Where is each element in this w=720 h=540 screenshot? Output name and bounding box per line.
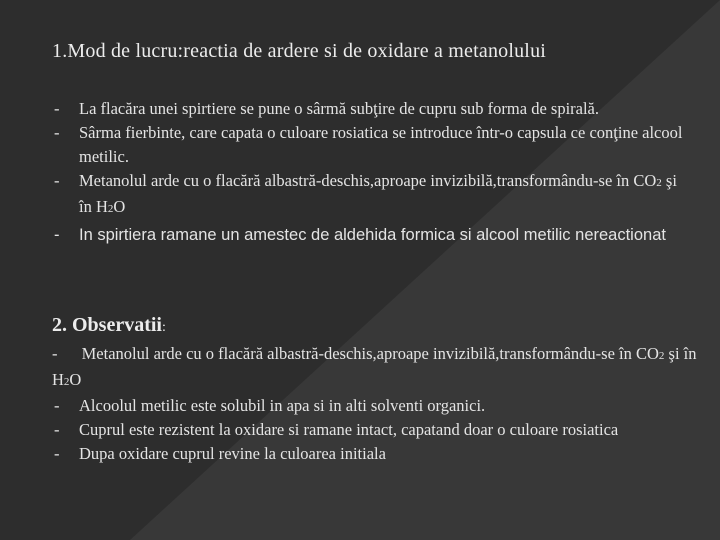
bullet-dash: - <box>54 123 60 142</box>
bullet-dash: - <box>54 226 60 244</box>
slide-title: 1.Mod de lucru:reactia de ardere si de oxidare a metanolului <box>52 40 547 62</box>
observation-item-text: Dupa oxidare cuprul revine la culoarea initiala <box>79 444 386 463</box>
procedure-item-text: Sârma fierbinte, care capata o culoare rosiatica se introduce într-o capsula ce conţine alcool metilic. <box>79 123 683 166</box>
bullet-dash: - <box>54 99 60 118</box>
bullet-dash: - <box>54 171 60 190</box>
procedure-item-text: La flacăra unei spirtiere se pune o sârmă subţire de cupru sub forma de spirală. <box>79 99 599 118</box>
bullet-dash: - <box>54 420 60 439</box>
bullet-dash: - <box>54 444 60 463</box>
procedure-item <box>52 223 692 247</box>
bullet-dash: - <box>54 396 60 415</box>
procedure-item <box>52 169 692 221</box>
procedure-item-text: In spirtiera ramane un amestec de aldehida formica si alcool metilic nereactionat <box>79 226 666 244</box>
bullet-dash: - <box>52 344 58 363</box>
observations-list <box>52 394 702 466</box>
observation-item-text: Alcoolul metilic este solubil in apa si in alti solventi organici. <box>79 396 486 415</box>
observation-first: - Metanolul arde cu o flacără albastră-deschis,aproape invizibilă,transformându-se în CO2 şi în H2O <box>52 344 697 389</box>
observation-item <box>52 418 702 442</box>
procedure-item-text: Metanolul arde cu o flacără albastră-deschis,aproape invizibilă,transformându-se în CO2 şi în H2O <box>79 171 677 216</box>
observations-heading: 2. Observatii: <box>52 314 166 336</box>
procedure-item <box>52 97 692 121</box>
observations-block <box>52 342 702 466</box>
observation-item <box>52 442 702 466</box>
observation-item-text: Cuprul este rezistent la oxidare si ramane intact, capatand doar o culoare rosiatica <box>79 420 619 439</box>
procedure-item <box>52 121 692 169</box>
observation-item <box>52 394 702 418</box>
procedure-list <box>52 97 692 247</box>
